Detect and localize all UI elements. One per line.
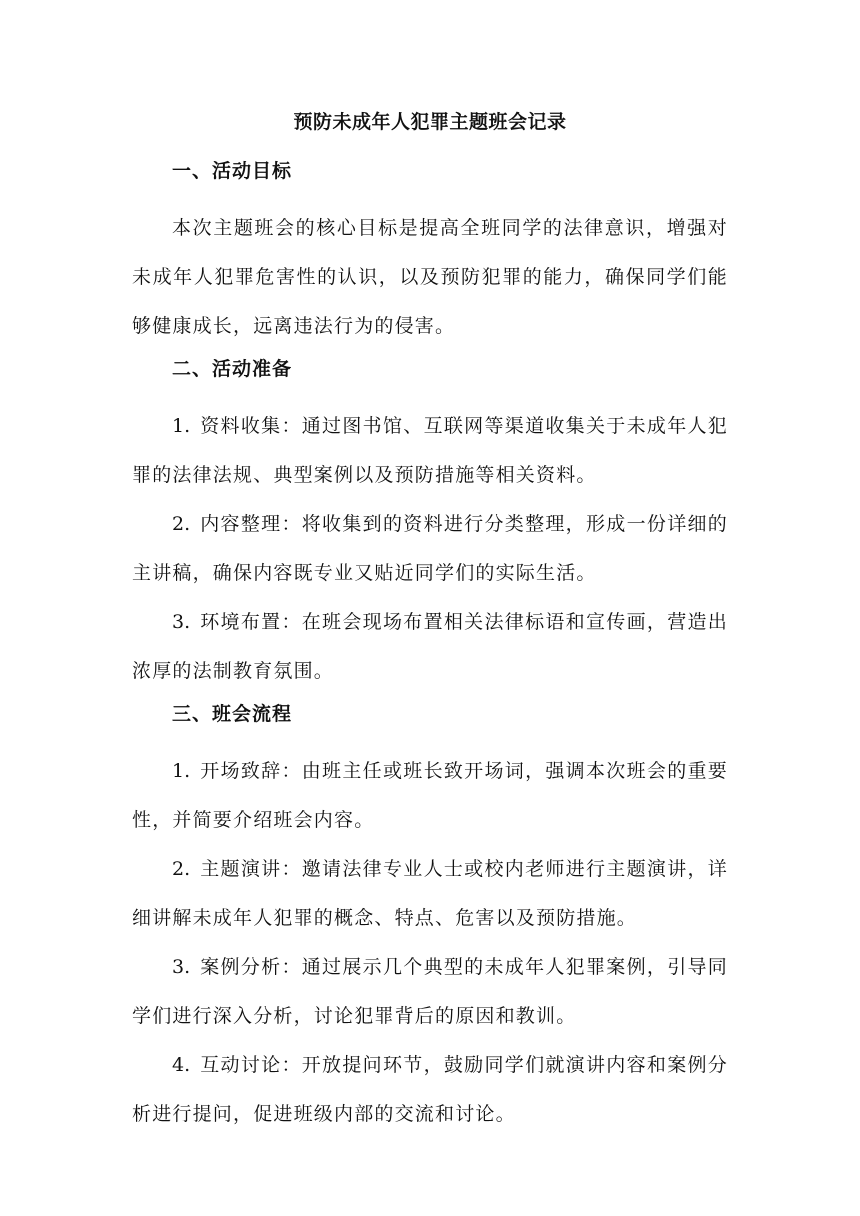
section-body-process [132,747,728,1139]
item-number: 2. [172,513,191,535]
list-item [132,747,728,845]
list-item [132,500,728,598]
item-text: 资料收集：通过图书馆、互联网等渠道收集关于未成年人犯罪的法律法规、典型案例以及预防措施等相关资料。 [132,415,728,486]
item-text: 案例分析：通过展示几个典型的未成年人犯罪案例，引导同学们进行深入分析，讨论犯罪背后的原因和教训。 [132,956,728,1027]
item-text: 互动讨论：开放提问环节，鼓励同学们就演讲内容和案例分析进行提问，促进班级内部的交流和讨论。 [132,1054,728,1125]
section-body-goals [132,204,728,351]
item-number: 4. [172,1054,191,1076]
item-number: 3. [172,611,191,633]
item-number: 1. [172,415,191,437]
section-heading-goals: 一、活动目标 [172,160,293,182]
item-text: 开场致辞：由班主任或班长致开场词，强调本次班会的重要性，并简要介绍班会内容。 [132,760,728,831]
list-item [132,845,728,943]
list-item [132,598,728,696]
item-text: 内容整理：将收集到的资料进行分类整理，形成一份详细的主讲稿，确保内容既专业又贴近同学们的实际生活。 [132,513,728,584]
section-body-preparation [132,402,728,696]
item-number: 3. [172,956,191,978]
section-heading-process: 三、班会流程 [172,703,293,725]
item-text: 主题演讲：邀请法律专业人士或校内老师进行主题演讲，详细讲解未成年人犯罪的概念、特点、危害以及预防措施。 [132,858,728,929]
document-page [132,106,728,1141]
section-heading-preparation: 二、活动准备 [172,358,293,380]
paragraph [132,204,728,351]
item-number: 1. [172,760,191,782]
paragraph-text: 本次主题班会的核心目标是提高全班同学的法律意识，增强对未成年人犯罪危害性的认识，以及预防犯罪的能力，确保同学们能够健康成长，远离违法行为的侵害。 [132,217,728,337]
document-title: 预防未成年人犯罪主题班会记录 [293,111,567,133]
list-item [132,402,728,500]
item-number: 2. [172,858,191,880]
list-item [132,943,728,1041]
list-item [132,1041,728,1139]
item-text: 环境布置：在班会现场布置相关法律标语和宣传画，营造出浓厚的法制教育氛围。 [132,611,728,682]
